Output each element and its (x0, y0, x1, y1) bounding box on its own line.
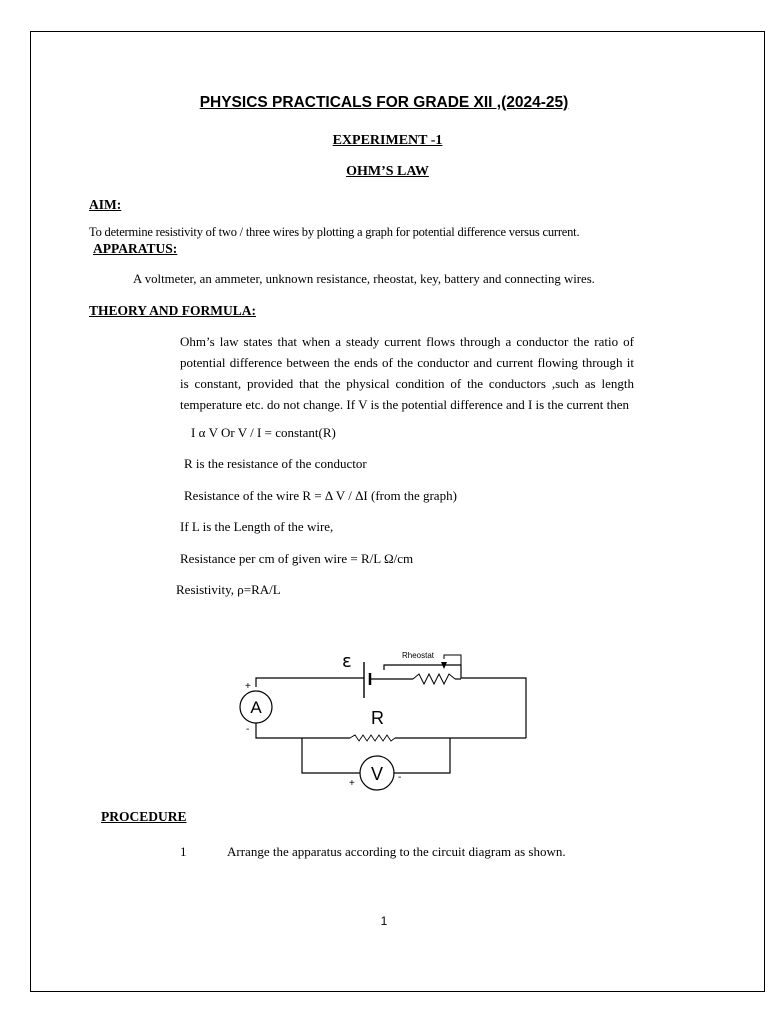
apparatus-text: A voltmeter, an ammeter, unknown resistance, rheostat, key, battery and connecting wires. (133, 272, 595, 286)
experiment-title: OHM’S LAW (346, 164, 429, 179)
document-title: PHYSICS PRACTICALS FOR GRADE XII ,(2024-25) (199, 94, 569, 111)
top-left-wire (256, 678, 364, 687)
voltmeter-label: V (370, 764, 384, 784)
theory-heading: THEORY AND FORMULA: (89, 303, 257, 318)
length-definition: If L is the Length of the wire, (180, 519, 334, 534)
ammeter-label: A (250, 698, 262, 717)
ammeter-minus: - (246, 724, 250, 735)
voltmeter-minus: - (398, 772, 402, 783)
resistance-formula: Resistance of the wire R = Δ V / ΔI (from the graph) (184, 488, 457, 503)
theory-paragraph: Ohm’s law states that when a steady current flows through a conductor the ratio of potential difference between the ends of the conductor and current flowing through it is constant, provided that the physical condition of the conductors ,such as length temperature etc. do not change. If V is the potential difference and I is the current then (180, 334, 634, 412)
voltmeter-plus: + (349, 778, 355, 789)
rheostat-zigzag (413, 674, 455, 684)
aim-heading: AIM: (89, 197, 122, 212)
circuit-diagram (238, 640, 538, 798)
page-number: 1 (380, 914, 388, 928)
resistor-label: R (371, 708, 384, 728)
top-right-wire (384, 665, 526, 738)
resistor-zigzag (350, 735, 395, 741)
procedure-step-text: Arrange the apparatus according to the circuit diagram as shown. (227, 844, 566, 859)
experiment-number: EXPERIMENT -1 (332, 133, 443, 148)
ammeter-plus: + (245, 681, 251, 692)
formula-proportional: I α V Or V / I = constant(R) (191, 425, 336, 440)
procedure-step-number: 1 (180, 844, 187, 859)
resistance-per-cm: Resistance per cm of given wire = R/L Ω/cm (180, 551, 414, 566)
voltmeter-left-wire (302, 738, 360, 773)
voltmeter-right-wire (394, 738, 450, 773)
apparatus-heading: APPARATUS: (93, 241, 178, 256)
resistivity-formula: Resistivity, ρ=RA/L (176, 582, 281, 597)
procedure-heading: PROCEDURE (101, 809, 187, 824)
bottom-left-wire (256, 723, 350, 738)
aim-text: To determine resistivity of two / three wires by plotting a graph for potential difference versus current. (89, 225, 580, 239)
rheostat-label: Rheostat (402, 651, 435, 660)
resistance-definition: R is the resistance of the conductor (184, 456, 367, 471)
emf-label: ε (342, 651, 352, 672)
